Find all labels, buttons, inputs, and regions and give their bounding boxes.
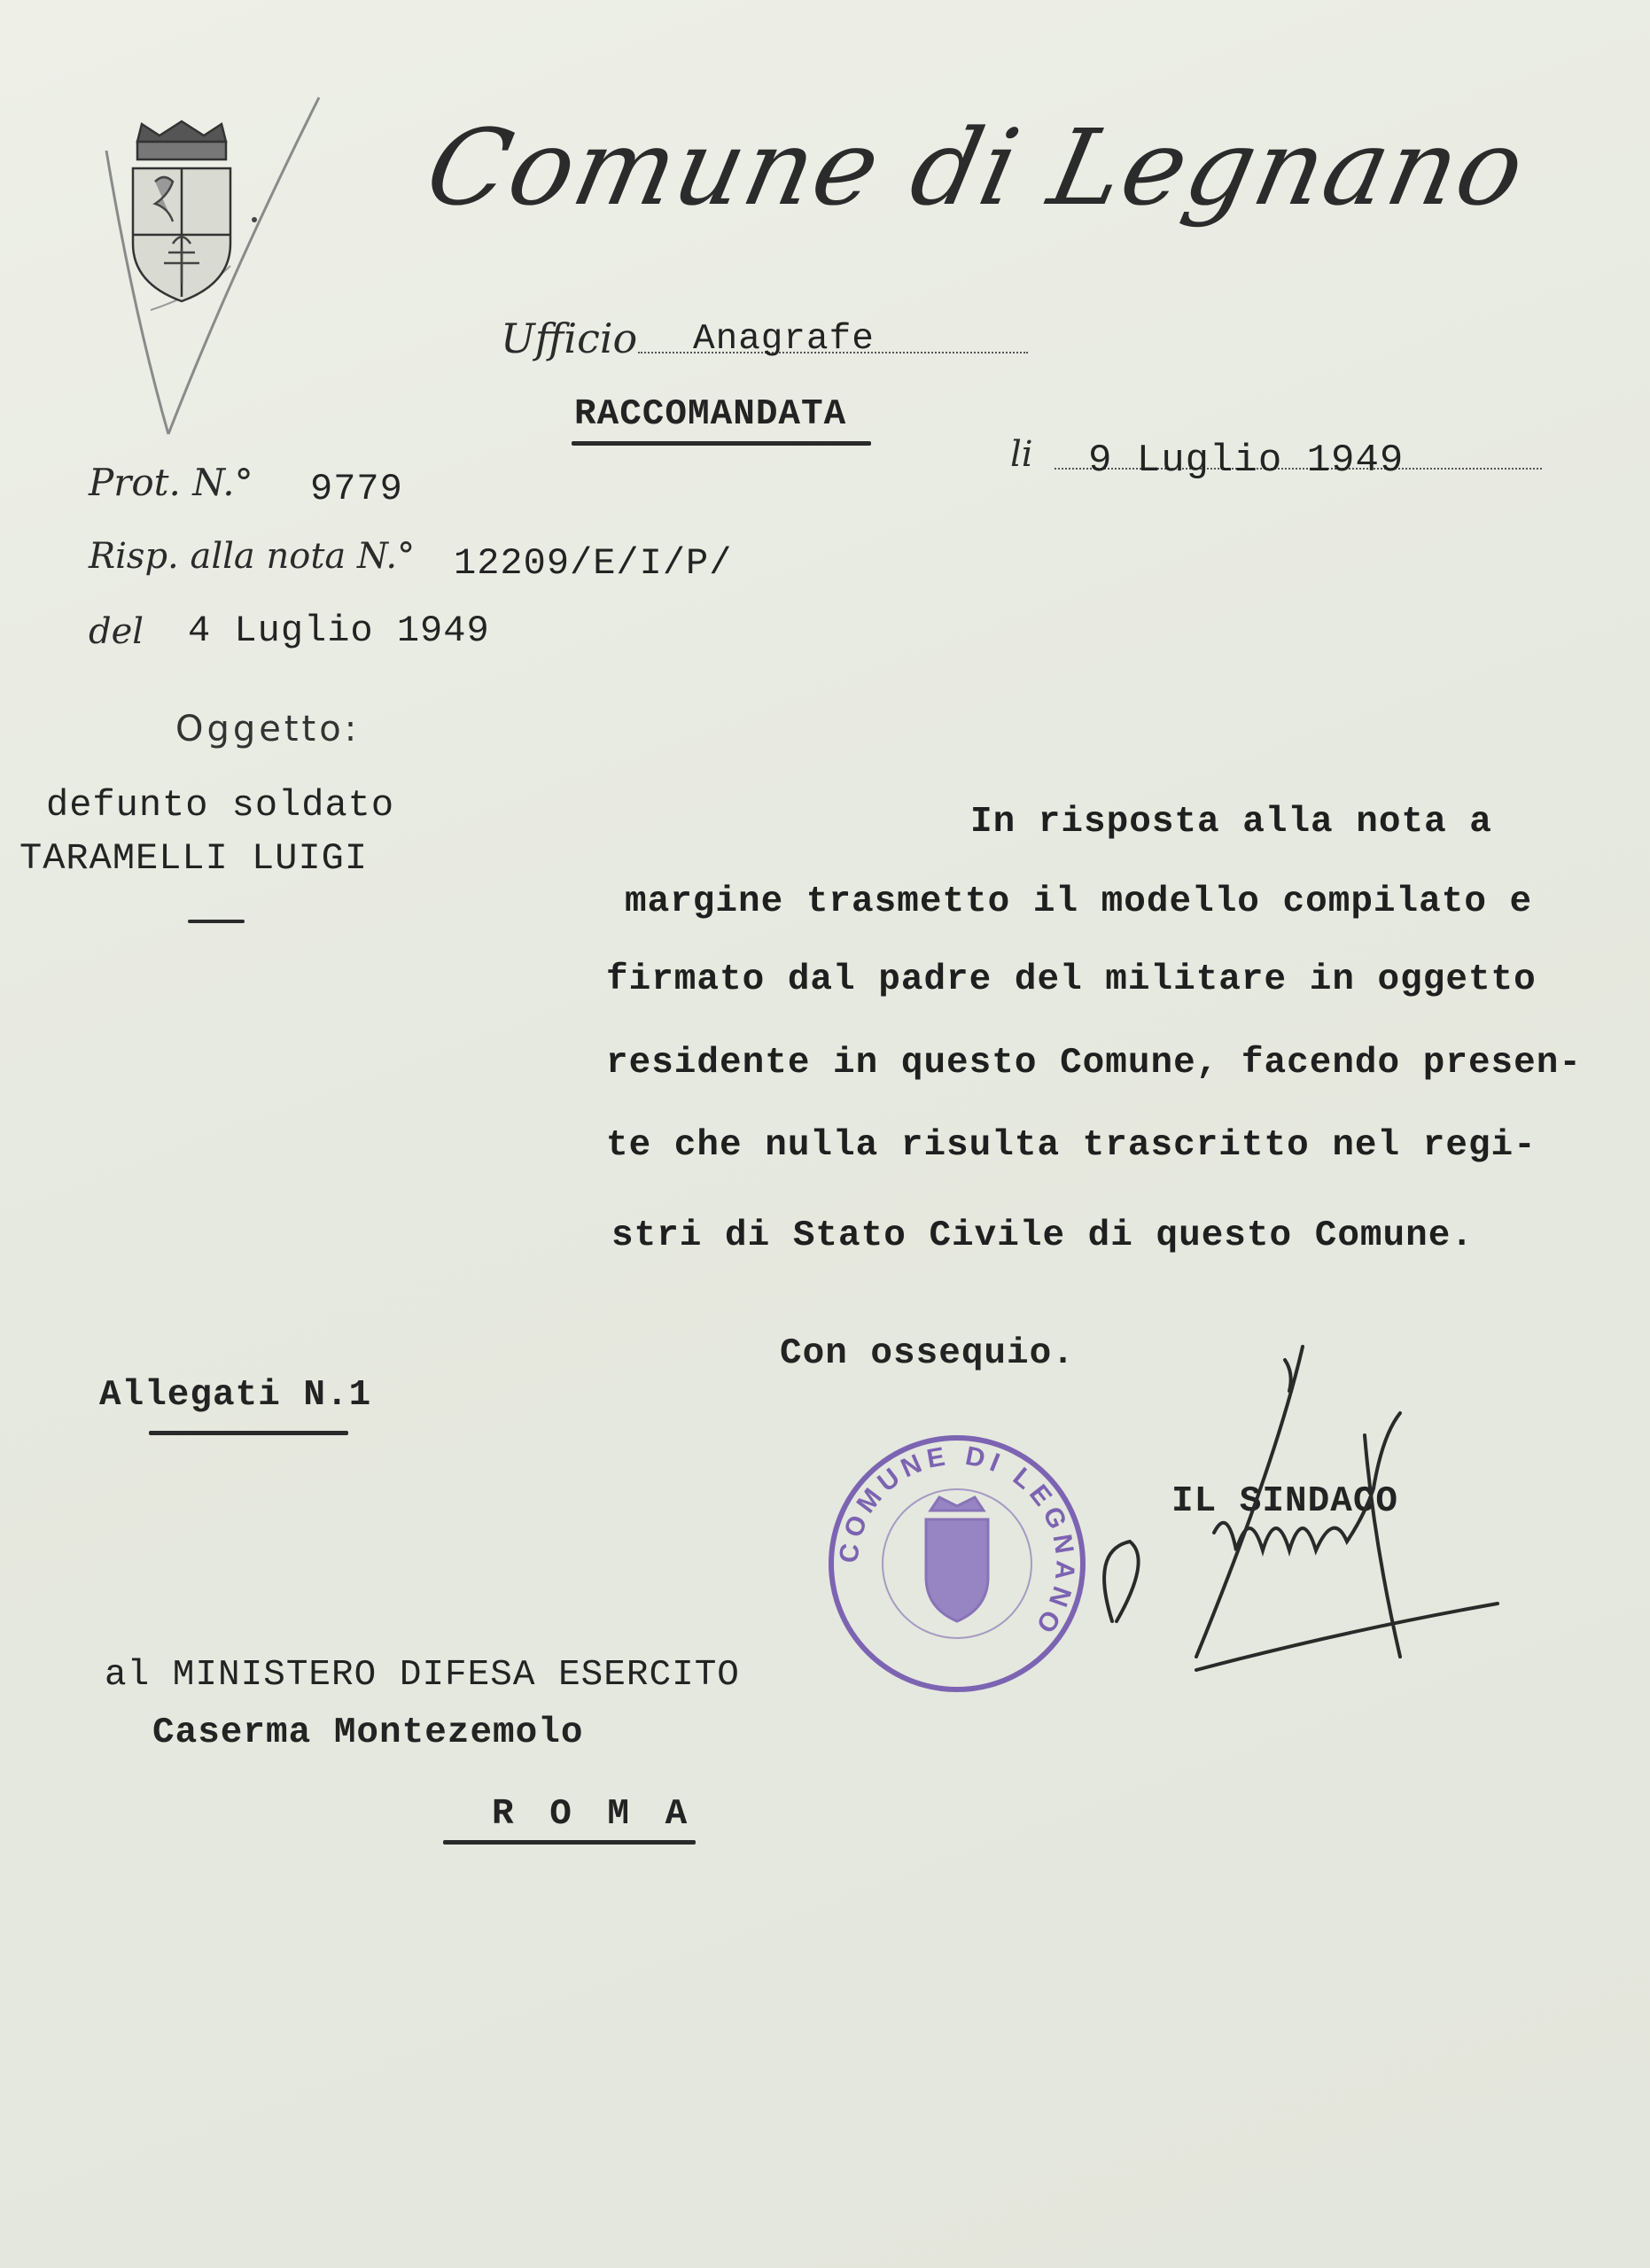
subject-label: Oggetto: (175, 709, 361, 750)
body-line-4: residente in questo Comune, facendo presen- (606, 1043, 1582, 1084)
attachments-note: Allegati N.1 (99, 1375, 372, 1416)
delivery-type: RACCOMANDATA (574, 394, 847, 435)
body-line-5: te che nulla risulta trascritto nel regi- (606, 1125, 1537, 1166)
subject-line-1: defunto soldato (46, 784, 395, 827)
delivery-underline (572, 441, 871, 446)
handwritten-signature (1081, 1329, 1524, 1683)
date-label: li (1010, 434, 1033, 475)
office-label: Ufficio (501, 315, 638, 362)
subject-underline (188, 920, 245, 923)
body-line-6: stri di Stato Civile di questo Comune. (611, 1216, 1474, 1256)
addressee-line-1: al MINISTERO DIFESA ESERCITO (105, 1655, 740, 1696)
reply-number: 12209/E/I/P/ (454, 542, 733, 585)
body-line-1: In risposta alla nota a (970, 802, 1492, 843)
stamp-text: COMUNE DI LEGNANO (834, 1441, 1080, 1643)
ink-dot (252, 217, 257, 222)
reply-label: Risp. alla nota N.° (89, 536, 416, 577)
prot-label: Prot. N.° (89, 461, 253, 504)
letter-date: 9 Luglio 1949 (1088, 439, 1405, 483)
official-stamp (824, 1431, 1090, 1697)
prot-number: 9779 (310, 468, 403, 510)
body-line-2: margine trasmetto il modello compilato e (625, 882, 1533, 922)
signatory-title: IL SINDACO (1171, 1481, 1399, 1522)
reply-date-label: del (89, 611, 144, 652)
attachments-underline (149, 1431, 348, 1435)
body-line-3: firmato dal padre del militare in oggetto (606, 959, 1537, 1000)
closing-salutation: Con ossequio. (780, 1333, 1075, 1374)
subject-line-2: TARAMELLI LUIGI (19, 837, 369, 880)
addressee-underline (443, 1840, 696, 1845)
office-value: Anagrafe (693, 319, 875, 360)
addressee-line-2: Caserma Montezemolo (152, 1713, 584, 1753)
coat-of-arms-icon (124, 120, 239, 306)
reply-date: 4 Luglio 1949 (188, 610, 490, 652)
addressee-line-3: R O M A (492, 1794, 695, 1835)
letterhead-title: Comune di Legnano (416, 106, 1537, 229)
